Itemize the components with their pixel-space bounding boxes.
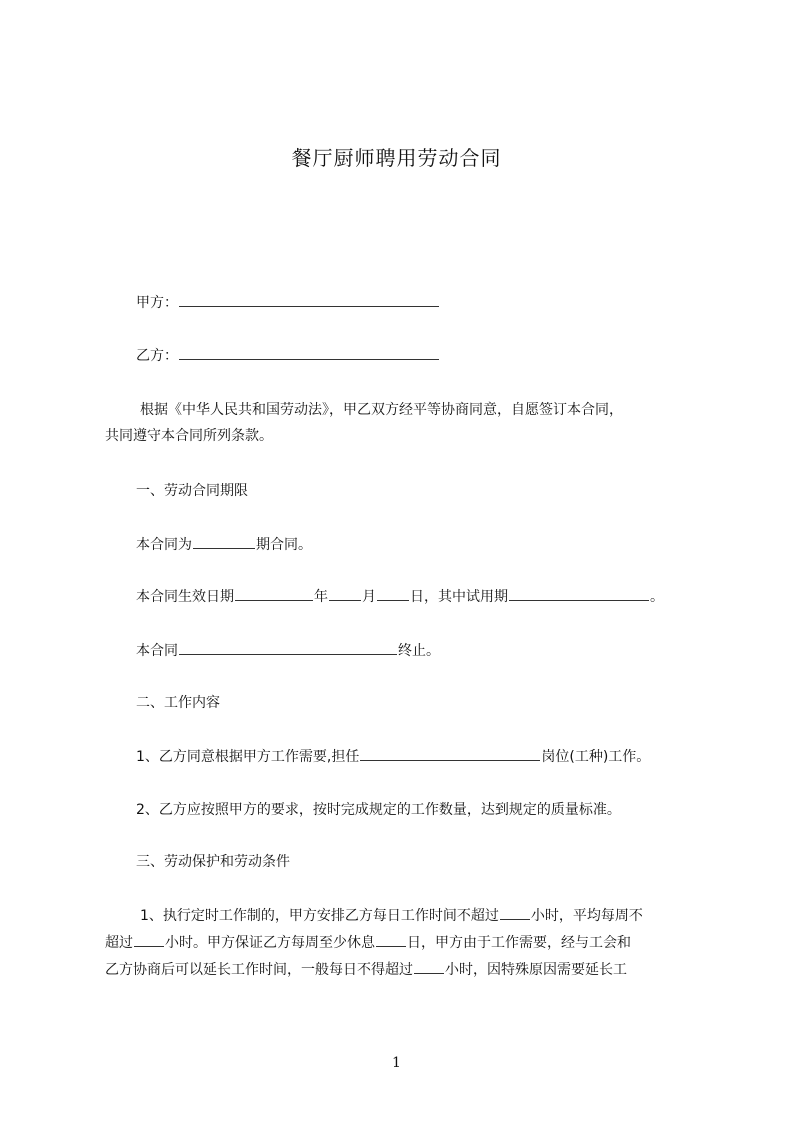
page-number: 1	[392, 1055, 401, 1071]
document-title: 餐厅厨师聘用劳动合同	[291, 146, 502, 170]
labor-para-line-1	[140, 905, 643, 925]
effective-year-blank[interactable]	[235, 586, 313, 601]
labor-para-2b: 小时。甲方保证乙方每周至少休息	[165, 935, 375, 951]
labor-para-3a: 乙方协商后可以延长工作时间，一般每日不得超过	[105, 962, 413, 978]
effective-day-blank[interactable]	[377, 586, 409, 601]
effective-date-prefix: 本合同生效日期	[136, 589, 234, 605]
section-2-heading: 二、工作内容	[136, 695, 220, 711]
contract-term-line	[136, 534, 312, 554]
labor-para-3b: 小时，因特殊原因需要延长工	[445, 962, 627, 978]
labor-para-2a: 超过	[105, 935, 133, 951]
intro-line-1: 根据《中华人民共和国劳动法》，甲乙双方经平等协商同意，自愿签订本合同，	[140, 402, 623, 418]
contract-end-line	[136, 640, 440, 660]
probation-period-blank[interactable]	[509, 586, 649, 601]
section-1-heading: 一、劳动合同期限	[136, 483, 248, 499]
contract-term-suffix: 期合同。	[256, 537, 312, 553]
party-a-line	[136, 292, 440, 312]
position-blank[interactable]	[360, 746, 540, 761]
labor-para-line-2	[105, 932, 631, 952]
labor-para-2c: 日，甲方由于工作需要，经与工会和	[407, 935, 631, 951]
labor-para-line-3	[105, 959, 627, 979]
contract-end-blank[interactable]	[179, 640, 397, 655]
party-b-blank[interactable]	[179, 345, 439, 360]
party-a-label: 甲方：	[136, 295, 178, 311]
party-b-line	[136, 345, 440, 365]
section-3-heading: 三、劳动保护和劳动条件	[136, 854, 290, 870]
intro-line-2: 共同遵守本合同所列条款。	[105, 428, 273, 444]
overtime-hours-blank[interactable]	[414, 959, 444, 974]
rest-days-blank[interactable]	[376, 932, 406, 947]
year-label: 年	[314, 589, 328, 605]
work-item-1-suffix: 岗位(工种)工作。	[541, 749, 651, 765]
contract-end-prefix: 本合同	[136, 643, 178, 659]
labor-para-1b: 小时，平均每周不	[530, 908, 643, 924]
effective-month-blank[interactable]	[329, 586, 361, 601]
daily-hours-blank[interactable]	[500, 905, 530, 920]
contract-end-suffix: 终止。	[398, 643, 440, 659]
probation-label: 日，其中试用期	[410, 589, 508, 605]
party-b-label: 乙方：	[136, 348, 178, 364]
period-end: 。	[650, 589, 664, 605]
contract-term-blank[interactable]	[193, 534, 255, 549]
work-item-1	[136, 746, 650, 766]
party-a-blank[interactable]	[179, 292, 439, 307]
weekly-hours-blank[interactable]	[134, 932, 164, 947]
work-item-1-prefix: 1、乙方同意根据甲方工作需要,担任	[136, 749, 360, 765]
work-item-2: 2、乙方应按照甲方的要求，按时完成规定的工作数量，达到规定的质量标准。	[136, 802, 621, 818]
month-label: 月	[362, 589, 376, 605]
effective-date-line	[136, 586, 664, 606]
contract-term-prefix: 本合同为	[136, 537, 192, 553]
labor-para-1a: 1、执行定时工作制的，甲方安排乙方每日工作时间不超过	[140, 908, 499, 924]
